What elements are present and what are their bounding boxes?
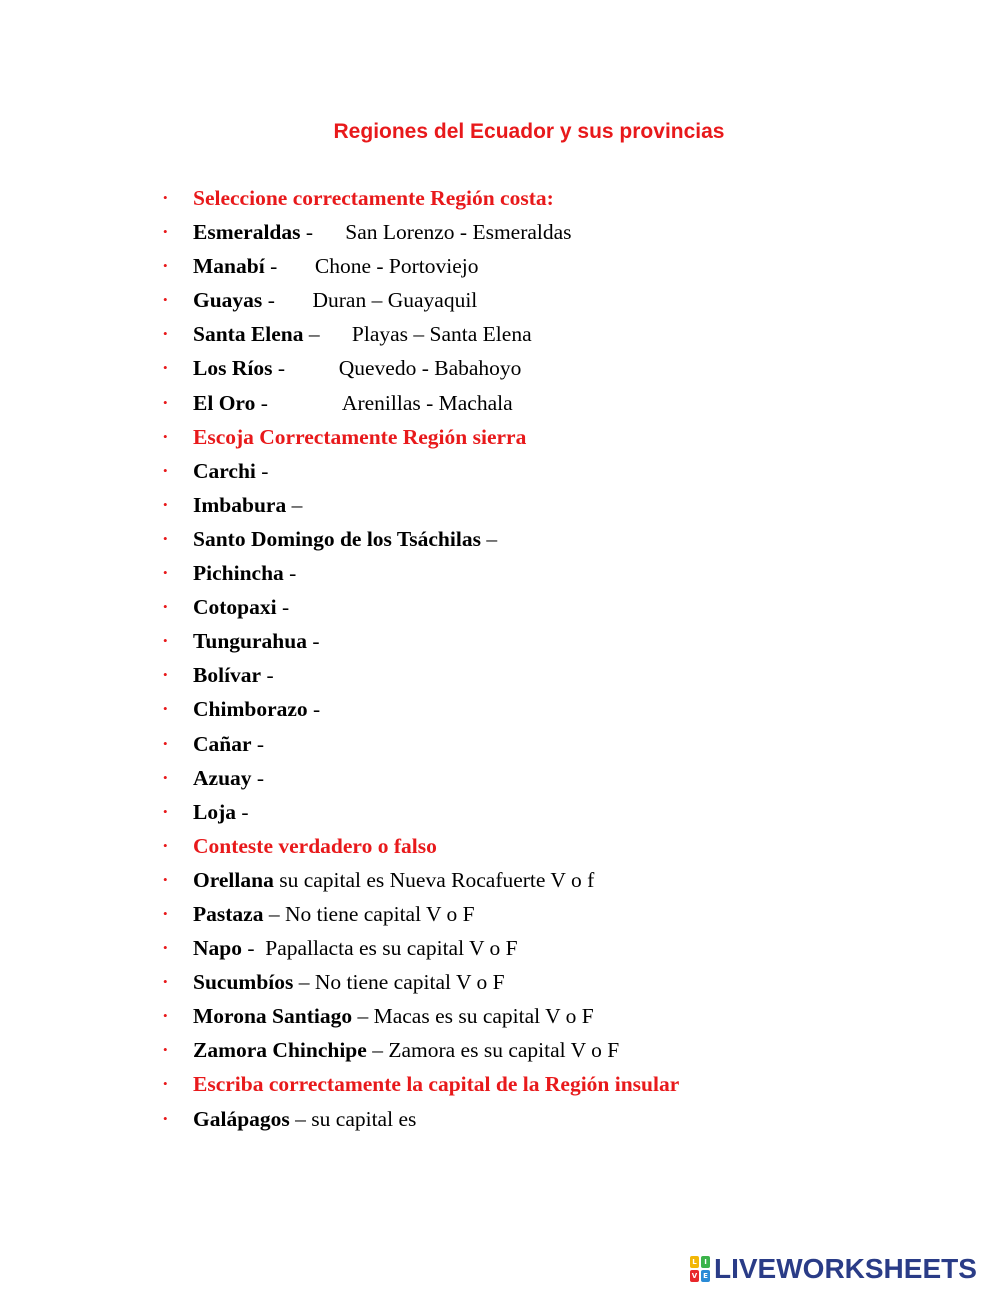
item-text	[193, 897, 475, 931]
item-text	[193, 590, 289, 624]
list-item	[0, 1102, 1000, 1136]
bullet-icon: •	[163, 530, 168, 546]
item-detail: -	[255, 458, 269, 483]
list-item	[0, 522, 1000, 556]
province-name: Galápagos	[193, 1106, 290, 1131]
item-detail: – Zamora es su capital V o F	[366, 1038, 620, 1063]
bullet-icon: •	[163, 496, 168, 512]
item-detail: -	[236, 799, 249, 824]
item-text	[193, 488, 302, 522]
item-text	[193, 556, 296, 590]
list-item	[0, 386, 1000, 420]
section-header-label: Escoja Correctamente Región sierra	[193, 424, 527, 449]
list-item	[0, 351, 1000, 385]
province-name: Cañar	[193, 731, 252, 756]
item-text	[193, 249, 478, 283]
item-detail: -	[283, 561, 297, 586]
logo-text: LIVEWORKSHEETS	[714, 1253, 977, 1284]
item-detail: - Duran – Guayaquil	[262, 288, 478, 313]
province-name: Cotopaxi	[193, 595, 277, 620]
province-name: Guayas	[193, 288, 263, 313]
list-item	[0, 761, 1000, 795]
province-name: Azuay	[193, 765, 252, 790]
list-item	[0, 658, 1000, 692]
list-item	[0, 931, 1000, 965]
section-header-label: Escriba correctamente la capital de la Región insular	[193, 1072, 680, 1097]
list-item	[0, 556, 1000, 590]
bullet-icon: •	[163, 1076, 168, 1092]
item-detail: -	[306, 629, 320, 654]
liveworksheets-logo-icon	[690, 1256, 710, 1282]
province-name: Chimborazo	[193, 697, 308, 722]
item-detail: - Quevedo - Babahoyo	[272, 356, 522, 381]
province-name: Pastaza	[193, 901, 264, 926]
province-name: Carchi	[193, 458, 256, 483]
bullet-icon: •	[163, 190, 168, 205]
bullet-icon: •	[163, 428, 168, 444]
bullet-icon: •	[163, 940, 168, 956]
bullet-icon: •	[163, 1110, 168, 1126]
list-item	[0, 624, 1000, 658]
question-list	[0, 181, 1000, 1136]
item-text	[193, 624, 320, 658]
list-item	[0, 692, 1000, 726]
province-name: Napo	[193, 936, 242, 961]
item-text	[193, 386, 513, 420]
item-text	[193, 795, 249, 829]
list-item	[0, 795, 1000, 829]
province-name: Santo Domingo de los Tsáchilas	[193, 526, 481, 551]
logo-mark-square: I	[701, 1256, 710, 1268]
list-item	[0, 283, 1000, 317]
bullet-icon: •	[163, 1042, 168, 1058]
item-text	[193, 727, 264, 761]
bullet-icon: •	[163, 462, 168, 478]
bullet-icon: •	[163, 974, 168, 990]
province-name: Loja	[193, 799, 236, 824]
list-item	[0, 1033, 1000, 1067]
province-name: Bolívar	[193, 663, 262, 688]
bullet-icon: •	[163, 837, 168, 853]
item-detail: -	[261, 663, 274, 688]
item-text	[193, 931, 518, 965]
province-name: Tungurahua	[193, 629, 307, 654]
item-detail: -	[251, 731, 265, 756]
list-item	[0, 249, 1000, 283]
item-text	[193, 761, 264, 795]
bullet-icon: •	[163, 394, 168, 410]
list-item	[0, 863, 1000, 897]
list-item	[0, 488, 1000, 522]
list-item	[0, 727, 1000, 761]
province-name: Manabí	[193, 254, 265, 279]
bullet-icon: •	[163, 224, 168, 240]
province-name: Santa Elena	[193, 322, 304, 347]
bullet-icon: •	[163, 905, 168, 921]
province-name: El Oro	[193, 390, 256, 415]
item-text	[193, 692, 320, 726]
bullet-icon: •	[163, 769, 168, 785]
bullet-icon: •	[163, 701, 168, 717]
province-name: Imbabura	[193, 492, 287, 517]
province-name: Los Ríos	[193, 356, 273, 381]
bullet-icon: •	[163, 633, 168, 649]
item-detail: - San Lorenzo - Esmeraldas	[300, 220, 572, 245]
item-text	[193, 999, 594, 1033]
item-detail: – No tiene capital V o F	[293, 970, 505, 995]
list-item	[0, 454, 1000, 488]
section-header	[0, 1067, 1000, 1101]
item-detail: – Macas es su capital V o F	[352, 1004, 594, 1029]
item-detail: - Arenillas - Machala	[255, 390, 513, 415]
bullet-icon: •	[163, 258, 168, 274]
section-header-label: Seleccione correctamente Región costa:	[193, 186, 554, 210]
section-header-label: Conteste verdadero o falso	[193, 833, 437, 858]
item-detail: -	[276, 595, 290, 620]
page-title: Regiones del Ecuador y sus provincias	[333, 120, 725, 143]
item-text	[193, 454, 268, 488]
list-item	[0, 897, 1000, 931]
item-text	[193, 181, 554, 215]
item-text	[193, 1067, 679, 1101]
item-text	[193, 1102, 416, 1136]
list-item	[0, 215, 1000, 249]
logo-mark-square: V	[691, 1272, 698, 1280]
province-name: Orellana	[193, 867, 274, 892]
item-text	[193, 863, 594, 897]
item-text	[193, 658, 274, 692]
item-detail: – Playas – Santa Elena	[303, 322, 532, 347]
item-detail: su capital es Nueva Rocafuerte V o f	[273, 867, 595, 892]
province-name: Morona Santiago	[193, 1004, 353, 1029]
item-text	[193, 351, 521, 385]
bullet-icon: •	[163, 667, 168, 683]
bullet-icon: •	[163, 565, 168, 581]
bullet-icon: •	[163, 360, 168, 376]
item-detail: - Chone - Portoviejo	[264, 254, 479, 279]
list-item	[0, 999, 1000, 1033]
item-detail: -	[251, 765, 265, 790]
province-name: Esmeraldas	[193, 220, 301, 245]
item-detail: –	[286, 492, 303, 517]
bullet-icon: •	[163, 803, 168, 819]
bullet-icon: •	[163, 326, 168, 342]
item-text	[193, 522, 497, 556]
item-text	[193, 283, 477, 317]
bullet-icon: •	[163, 871, 168, 887]
item-text	[193, 965, 505, 999]
item-text	[193, 317, 532, 351]
section-header	[0, 829, 1000, 863]
item-text	[193, 1033, 619, 1067]
section-header	[0, 181, 1000, 215]
list-item	[0, 965, 1000, 999]
bullet-icon: •	[163, 1008, 168, 1024]
item-text	[193, 829, 437, 863]
province-name: Sucumbíos	[193, 970, 294, 995]
bullet-icon: •	[163, 599, 168, 615]
list-item	[0, 590, 1000, 624]
liveworksheets-logo	[690, 1252, 977, 1286]
item-detail: – su capital es	[289, 1106, 417, 1131]
item-detail: –	[480, 526, 498, 551]
item-detail: - Papallacta es su capital V o F	[241, 936, 518, 961]
list-item	[0, 317, 1000, 351]
item-text	[193, 215, 572, 249]
item-text	[193, 420, 526, 454]
logo-mark-square: L	[690, 1256, 699, 1268]
bullet-icon: •	[163, 735, 168, 751]
province-name: Pichincha	[193, 561, 284, 586]
item-detail: -	[307, 697, 321, 722]
logo-mark-square: E	[701, 1270, 710, 1282]
item-detail: – No tiene capital V o F	[263, 901, 475, 926]
bullet-icon: •	[163, 292, 168, 308]
section-header	[0, 420, 1000, 454]
province-name: Zamora Chinchipe	[193, 1038, 367, 1063]
